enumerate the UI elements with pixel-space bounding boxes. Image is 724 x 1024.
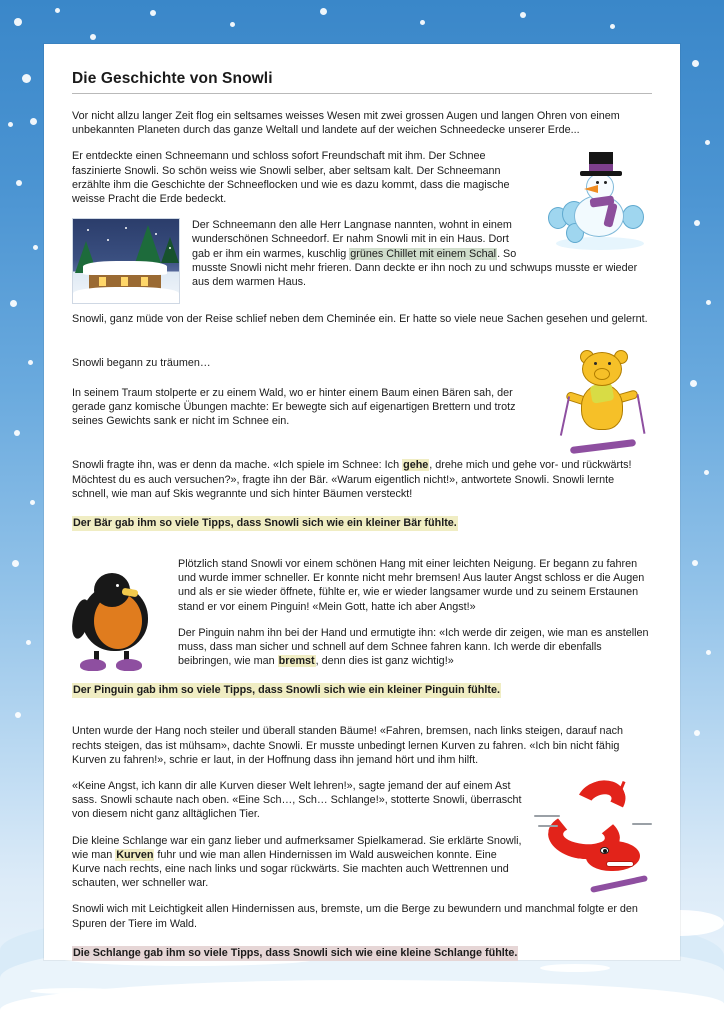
paragraph-bear-dialog — [72, 458, 652, 501]
paragraph-hang: Plötzlich stand Snowli vor einem schönen Hang mit einer leichten Neigung. Er begann zu fahren und wurde immer schneller. Er konnte nicht mehr bremsen! Aus lauter Angst schloss er die Augen und als er sie wieder öffnete, fühlte er, wie er wieder langsamer wurde und zu seinem Erstaunen stand er vor einem Pinguin! «Mein Gott, hatte ich aber Angst!» — [178, 558, 645, 613]
highlight-gruenes-chillet: grünes Chillet mit einem Schal — [350, 247, 497, 260]
penguin-ski-boot-icon — [116, 659, 142, 671]
paragraph-dream-start: Snowli begann zu träumen… — [72, 357, 211, 370]
cabin-window — [121, 277, 128, 286]
snowflake-icon — [610, 24, 615, 29]
paragraph-cheminee: Snowli, ganz müde von der Reise schlief neben dem Cheminée ein. Er hatte so viele neue Sachen gesehen und gelernt. — [72, 313, 648, 326]
motion-line — [632, 823, 652, 825]
skiing-bear-icon — [556, 350, 652, 454]
snow-ground — [73, 287, 179, 303]
snowflake-icon — [230, 22, 235, 27]
ski-icon — [590, 875, 648, 893]
highlight-kurven: Kurven — [116, 848, 154, 861]
snowflake-icon — [704, 470, 709, 475]
snow-roof — [83, 261, 167, 275]
paragraph-kurven-problem: Unten wurde der Hang noch steiler und überall standen Bäume! «Fahren, bremsen, nach links steigen, darauf nach rechts steigen, das ist mühsam», dachte Snowli. Er musste unbedingt lernen Kurven zu fahren. «Ich bin nicht fähig Kurven zu fahren!», schrie er laut, in der Hoffnung dass ihn jemand hört und ihm hilft. — [72, 725, 623, 766]
highlight-bremst: bremst — [278, 655, 315, 668]
snowflake-icon — [28, 360, 33, 365]
snowflake-icon — [420, 20, 425, 25]
paragraph-snowman: Er entdeckte einen Schneemann und schloss sofort Freundschaft mit ihm. Der Schnee faszinierte Snowli. So schön weiss wie Snowli selber, aber seltsam kalt. Der Schneemann erzählte ihm die Geschichte der Schneeflocken und wie es dazu kommt, dass die magische weisse Pracht die Erde bedeckt. — [72, 150, 510, 206]
paragraph-snowdorf-part1: Der Schneemann den alle Herr Langnase nannten, wohnt in einem wunderschönen Schneedorf. Er nahm Snowli mit in ein Haus. Dort gab er ihm ein warmes, kuschlig — [192, 219, 512, 260]
summary-snake: Die Schlange gab ihm so viele Tipps, dass Snowli sich wie eine kleine Schlange fühlte. — [73, 946, 518, 959]
cabin-window — [99, 277, 106, 286]
summary-bear: Der Bär gab ihm so viele Tipps, dass Snowli sich wie ein kleiner Bär fühlte. — [73, 517, 457, 530]
snowflake-icon — [10, 300, 17, 307]
paragraph-penguin-dialog-part2: , denn dies ist ganz wichtig!» — [315, 655, 454, 668]
motion-line — [534, 815, 560, 817]
snowflake-icon — [90, 34, 96, 40]
snowflake-icon — [87, 229, 89, 231]
carrot-nose-icon — [584, 185, 598, 193]
snowflake-icon — [125, 227, 127, 229]
motion-line — [538, 825, 558, 827]
ski-pole-icon — [637, 395, 646, 435]
paragraph-snake-teaches-part2: fuhr und wie man allen Hindernissen im Wald ausweichen konnte. Eine Kurve nach rechts, eine nach links und sogar rückwärts. Sie machten auch Wettrennen und schauten, wer schneller war. — [72, 848, 509, 890]
skiing-penguin-icon — [72, 571, 166, 673]
paragraph-intro: Vor nicht allzu langer Zeit flog ein seltsames weisses Wesen mit zwei grossen Augen und langen Ohren von einem unbekannten Planeten durch das ganze Weltall und landete auf der weichen Schneedecke unserer Erde... — [72, 110, 620, 137]
snowflake-icon — [692, 60, 699, 67]
winter-cabin-icon — [72, 218, 180, 304]
snowflake-icon — [520, 12, 526, 18]
snowflake-icon — [14, 18, 22, 26]
snowflake-icon — [690, 380, 697, 387]
figure-bear — [556, 350, 652, 454]
snowflake-icon — [55, 8, 60, 13]
top-hat-band — [589, 164, 613, 171]
summary-bear-block — [72, 513, 652, 544]
snowflake-icon — [33, 245, 38, 250]
paragraph-forest-bear: In seinem Traum stolperte er zu einem Wald, wo er hinter einem Baum einen Bären sah, der gerade ganz komische Übungen machte: Er bewegte sich auf eigenartigen Brettern und trotz seines Gewichts sank er nicht im Schnee ein. — [72, 386, 516, 428]
snowflake-icon — [16, 180, 22, 186]
snowflake-icon — [320, 8, 327, 15]
paragraph-snake-intro: «Keine Angst, ich kann dir alle Kurven dieser Welt lehren!», sagte jemand der auf einem Ast sass. Snowli schaute nach oben. «Eine Sch…, Sch… Schlange!», stotterte Snowli, überrascht von diesem nicht ganz alltäglichen Tier. — [72, 780, 522, 821]
snow-drift — [30, 988, 120, 994]
snowflake-icon — [22, 74, 31, 83]
document-sheet — [44, 44, 680, 960]
snowflake-icon — [705, 140, 710, 145]
paragraph-obstacles: Snowli wich mit Leichtigkeit allen Hindernissen aus, bremste, um die Berge zu bewundern und manchmal folgte er den Spuren der Tiere im Wald. — [72, 903, 638, 930]
snake-mouth — [606, 861, 634, 867]
snowflake-icon — [30, 500, 35, 505]
snowflake-icon — [15, 712, 21, 718]
ski-pole-icon — [560, 397, 570, 437]
paragraph-bear-dialog-part1: Snowli fragte ihn, was er denn da mache. «Ich spiele im Schnee: Ich — [72, 459, 403, 472]
snowflake-icon — [107, 239, 109, 241]
summary-penguin-block — [72, 680, 652, 711]
figure-penguin — [72, 571, 166, 673]
summary-snake-block — [72, 943, 652, 974]
mini-snowcreature-icon — [622, 205, 644, 229]
figure-snowman — [540, 149, 652, 253]
snowflake-icon — [706, 650, 711, 655]
page-title: Die Geschichte von Snowli — [72, 70, 652, 94]
paragraph-bear-dialog-part2: , drehe mich und gehe vor- und rückwärts! Möchtest du es auch versuchen?», fragte ihn der Bär. «Warum eigentlich nicht!», antwortete Snowli. Snowli lernte schnell, wie man auf Skis wegrannte und sich hinter Bäumen versteckt! — [72, 459, 632, 500]
snowflake-icon — [14, 430, 20, 436]
paragraph-snake-teaches-part1: Die kleine Schlange war ein ganz lieber und aufmerksamer Spielkamerad. Sie erklärte Snowli, wie man — [72, 834, 522, 861]
snowflake-icon — [694, 220, 700, 226]
paragraph-penguin-dialog-part1: Der Pinguin nahm ihn bei der Hand und ermutigte ihn: «Ich werde dir zeigen, wie man es anstellen muss, dass man sicher und schnell auf dem Schnee fahren kann. Ich werde dir ebenfalls beibringen, wie man — [178, 626, 649, 668]
paragraph-snowdorf-part2: . So musste Snowli nicht mehr frieren. Dann deckte er ihn noch zu und schwups musste er wieder aus dem warmen Haus. — [192, 247, 638, 289]
fir-tree-icon — [161, 237, 179, 263]
skiing-snake-icon — [534, 779, 652, 891]
highlight-gehe: gehe — [403, 459, 429, 472]
summary-penguin: Der Pinguin gab ihm so viele Tipps, dass Snowli sich wie ein kleiner Pinguin fühlte. — [73, 684, 500, 697]
snowflake-icon — [26, 640, 31, 645]
snowflake-icon — [692, 560, 698, 566]
snowflake-icon — [150, 10, 156, 16]
snowflake-icon — [12, 560, 19, 567]
snowflake-icon — [706, 300, 711, 305]
snowflake-icon — [30, 118, 37, 125]
snowflake-icon — [8, 122, 13, 127]
figure-snake — [534, 779, 652, 891]
snowflake-icon — [694, 730, 700, 736]
cabin-window — [141, 277, 148, 286]
penguin-ski-boot-icon — [80, 659, 106, 671]
ski-icon — [570, 439, 636, 454]
figure-cabin — [72, 218, 180, 304]
snowman-icon — [540, 149, 652, 253]
